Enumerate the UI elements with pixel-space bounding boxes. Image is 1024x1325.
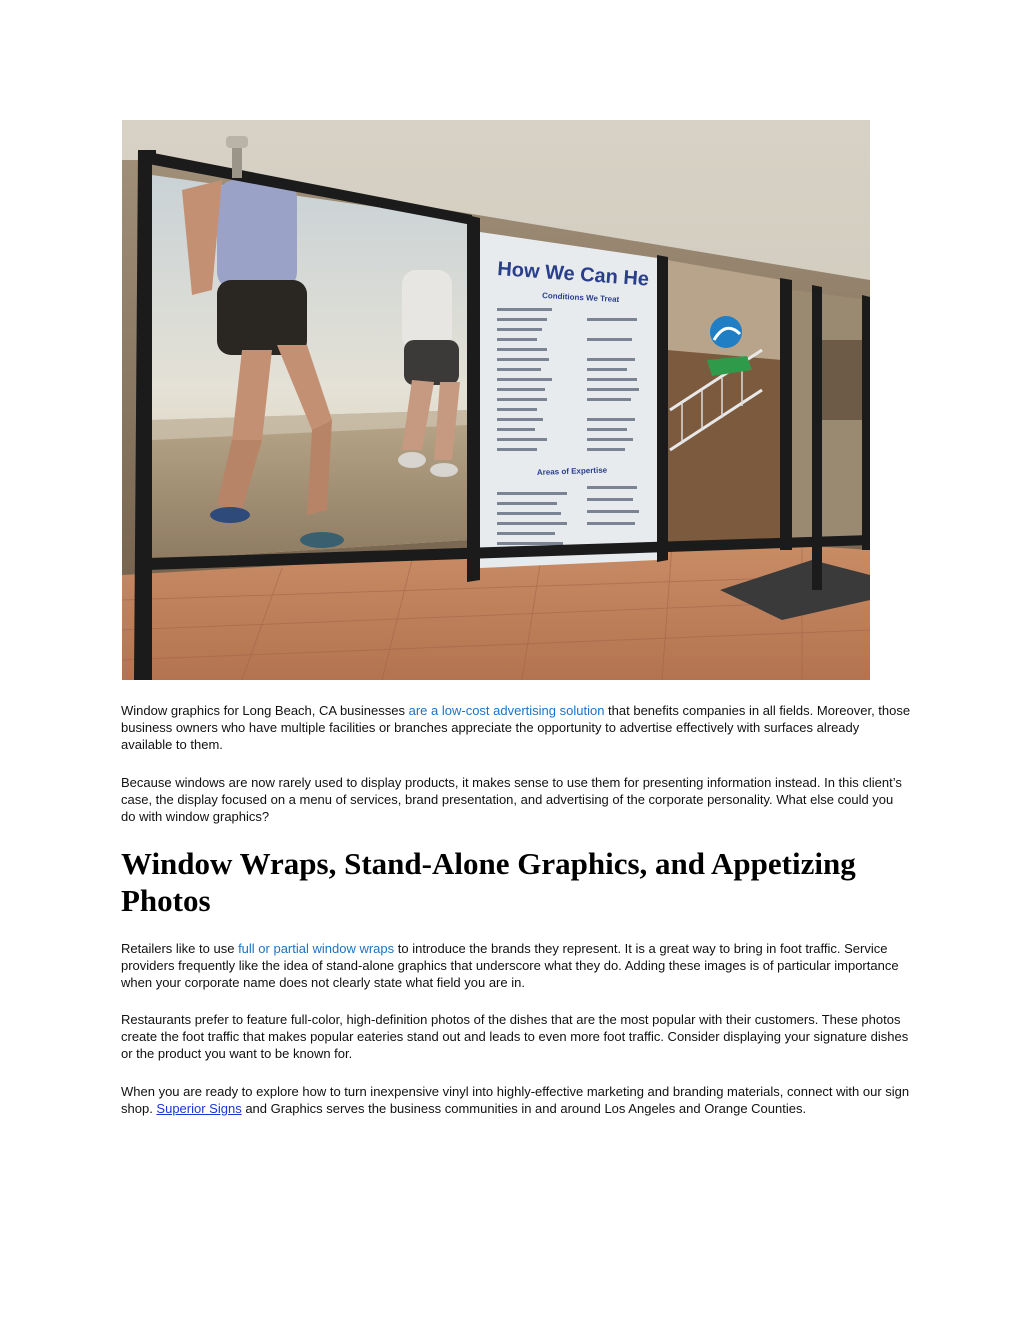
intro-paragraph (121, 702, 911, 753)
section-heading: Window Wraps, Stand-Alone Graphics, and Appetizing Photos (121, 846, 856, 918)
closing-text-after: and Graphics serves the business communities in and around Los Angeles and Orange Counties. (241, 1101, 807, 1116)
wraps-text-before: Retailers like to use (121, 941, 239, 956)
low-cost-advertising-link[interactable]: are a low-cost advertising solution (408, 703, 605, 718)
closing-paragraph (121, 1083, 911, 1117)
windows-info-paragraph: Because windows are now rarely used to display products, it makes sense to use them for presenting information instead. In this client’s case, the display focused on a menu of services, brand presentation, and advertising of the corporate personality. What else could you do with window graphics? (121, 775, 902, 824)
wraps-text-after: to introduce the brands they represent. It is a great way to bring in foot traffic. Service providers frequently like the idea of stand-alone graphics that underscore what they do. Adding these images is of particular importance when your corporate name does not clearly state what field you are in. (121, 941, 899, 990)
sign-heading: How We Can He (496, 258, 650, 291)
storefront-window-graphics-photo (122, 120, 870, 680)
window-wraps-link[interactable]: full or partial window wraps (238, 941, 395, 956)
sign-section-title: Areas of Expertise (536, 465, 608, 477)
intro-text-after: that benefits companies in all fields. Moreover, those business owners who have multiple facilities or branches appreciate the opportunity to advertise effectively with surfaces already available to them. (121, 703, 911, 752)
restaurants-paragraph: Restaurants prefer to feature full-color, high-definition photos of the dishes that are the most popular with their customers. These photos create the foot traffic that makes popular eateries stand out and leads to even more foot traffic. Consider displaying your signature dishes or the product you want to be known for. (121, 1012, 909, 1061)
window-wraps-paragraph (121, 940, 911, 991)
closing-text-before: When you are ready to explore how to turn inexpensive vinyl into highly-effective marketing and branding materials, connect with our sign shop. (121, 1084, 910, 1116)
sign-subheading: Conditions We Treat (541, 291, 620, 305)
intro-text-before: Window graphics for Long Beach, CA businesses (121, 703, 409, 718)
superior-signs-link[interactable]: Superior Signs (156, 1101, 242, 1116)
